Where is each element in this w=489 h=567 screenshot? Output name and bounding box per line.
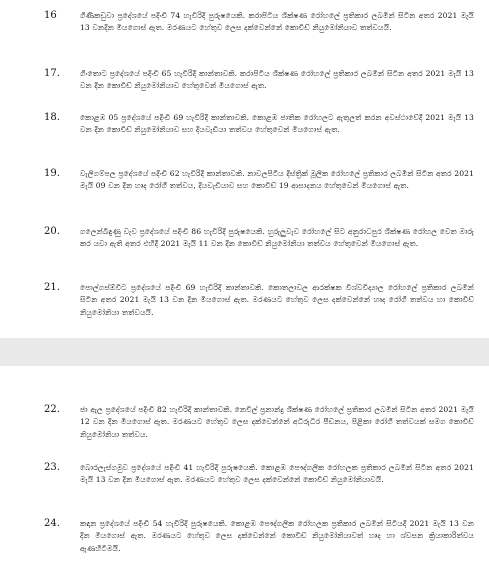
entry-number: 21.	[44, 282, 60, 293]
entry-text: බොරලැස්ගමුව ප්‍රදේශයේ පදිංචි 41 හැවිරිදි පුරුෂයෙකි. කොළඹ පෞද්ගලික රෝහලක ප්‍රතිකාර ලබමින් සිටින අතර 2021 මැයි 13 වන දින මියගොස් ඇත. මරණයට හේතුව ලෙස දක්වෙන්නේ කොවිඩ් නියුමෝනියාවයි.	[80, 463, 474, 485]
entry-text: ගිණිකඩුවා ප්‍රදේශයේ පදිංචි 74 හැවිරිදි පුරුෂයෙකි. කරාපිටිය ශික්ෂණ රෝහලේ ප්‍රතිකාර ලබමින් සිටින අතර 2021 මැයි 13 වනදින මියගොස් ඇත. මරණයට හේතුව ලෙස දක්වෙන්නේ කොවිඩ් නියුමෝනියාව තත්වයයි.	[80, 11, 474, 33]
entry-text: කොළඹ 05 ප්‍රදේශයේ පදිංචි 69 හැවිරිදි කාන්තාවකි. කොළඹ ජාතික රෝහලට ඇතුලත් කරන අවස්ථාවේදී 2021 මැයි 13 වන දින කොවිඩ් නියුමෝනියාව සහ දියවැඩියා තත්වය හේතුවෙන් මියගොස් ඇත.	[80, 113, 474, 135]
entry-number: 24.	[44, 518, 60, 529]
document-page-2	[0, 366, 489, 567]
entry-text: පොල්ගස්ඕවිට ප්‍රදේශයේ පදිංචි 69 හැවිරිදි කාන්තාවකි. කොතලාවල ආරක්ෂක විශ්වවිද්‍යාල රෝහලේ ප්‍රතිකාර ලබමින් සිටින අතර 2021 මැයි 13 වන දින මියගොස් ඇත. මරණයට හේතුව ලෙස දක්වෙන්නේ හෘද රෝගී තත්වය හා කොවිඩ් නියුමෝනියා තත්වයයි.	[80, 283, 474, 317]
entry-text: වැලිගම්පල ප්‍රදේශයේ පදිංචි 62 හැවිරිදි කාන්තාවකි. නාවලපිටිය දිස්ත්‍රික් මූලික රෝහලේ ප්‍රතිකාර ලබමින් සිටින අතර 2021 මැයි 09 වන දින හෘද රෝගී තත්වය, දියවැඩියාව සහ කොවිඩ් 19 ආසාදනය හේතුවෙන් මියගොස් ඇත.	[80, 169, 474, 191]
entry-number: 17.	[44, 68, 60, 79]
entry-number: 19.	[44, 168, 60, 179]
entry-number: 22.	[44, 404, 60, 415]
entry-number: 18.	[44, 112, 60, 123]
entry-text: කඳාන ප්‍රදේශයේ පදිංචි 54 හැවිරිදි පුරුෂයෙකි. කොළඹ පෞද්ගලික රෝහලක ප්‍රතිකාර ලබමින් සිටියදී 2021 මැයි 13 වන දින මියගොස් ඇත. මරණයට හේතුව ලෙස දක්වෙන්නේ කොවිඩ් නියුමෝනියාවත් හෘද හා ශ්වසන ක්‍රියාකාරිත්වය ඇණහිටීමයි.	[80, 519, 474, 553]
entry-text: ගලෙන්බිඳුණු වැව ප්‍රදේශයේ පදිංචි 86 හැවිරිදි පුරුෂයෙකි. හුරුලුවැව රෝහලේ සිට අනුරාධපුර ශික්ෂණ රෝහල වෙත මාරු කර යවා ඇති අතර එහිදී 2021 මැයි 11 වන දින කොවිඩ් නියුමෝනියා තත්වය හේතුවෙන් මියගොස් ඇත.	[80, 227, 474, 249]
entry-number: 20.	[44, 226, 60, 237]
entry-text: ජා ඇල ප්‍රදේශයේ පදිංචි 82 හැවිරිදි කාන්තාවකි. නෙවිල් ප්‍රනාන්දු ශික්ෂණ රෝහලේ ප්‍රතිකාර ලබමින් සිටින අතර 2021 මැයි 12 වන දින මියගොස් ඇත. මරණයට හේතුව ලෙස දක්වෙන්නේ අධිරුධිර පීඩනය, පිළිකා රෝගී තත්වයක් සමග කොවිඩ් නියුමෝනියා තත්වය.	[80, 405, 474, 439]
entry-text: ගිංතොට ප්‍රදේශයේ පදිංචි 65 හැවිරිදි කාන්තාවකි. කරාපිටිය ශික්ෂණ රෝහලේ ප්‍රතිකාර ලබමින් සිටින අතර 2021 මැයි 13 වන දින කොවිඩ් නියුමෝනියාව හේතුවෙන් මියගොස් ඇත.	[80, 69, 474, 91]
entry-number: 23.	[44, 462, 60, 473]
entry-number: 16	[44, 10, 57, 21]
